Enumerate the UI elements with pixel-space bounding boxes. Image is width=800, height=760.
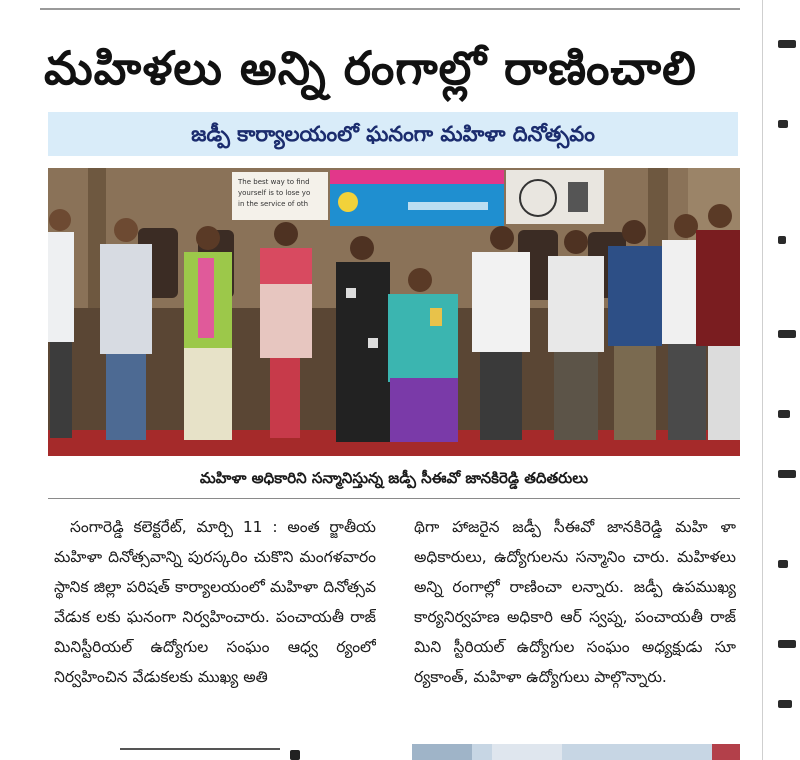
banner-text-3: in the service of oth: [238, 200, 309, 208]
body-column-right: [414, 512, 736, 732]
body-text-left: సంగారెడ్డి కలెక్టరేట్‌, మార్చి 11 : అంత ర్జాతీయ మహిళా దినోత్సవాన్ని పురస్కరిం చుకొని మంగళవారం స్థానిక జిల్లా పరిషత్‌ కార్యాలయంలో మహిళా దినోత్సవ వేడుక లకు ఘనంగా నిర్వహించారు. పంచాయతీ రాజ్‌ మినిస్టీరియల్‌ ఉద్యోగుల సంఘం ఆధ్వ ర్యంలో నిర్వహించిన వేడుకలకు ముఖ్య అతి: [54, 518, 376, 686]
photo-caption: మహిళా అధికారిని సన్మానిస్తున్న జడ్పీ సీఈవో జానకిరెడ్డి తదితరులు: [199, 469, 589, 487]
body-text-right: థిగా హాజరైన జడ్పీ సీఈవో జానకిరెడ్డి మహి ళా అధికారులు, ఉద్యోగులను సన్మానిం చారు. మహిళలు అన్ని రంగాల్లో రాణించా లన్నారు. జడ్పీ ఉపముఖ్య కార్యనిర్వహణ అధికారి ఆర్‌ స్వప్న, పంచాయతీ రాజ్‌ మిని స్టీరియల్‌ ఉద్యోగుల సంఘం అధ్యక్షుడు సూ ర్యకాంత్‌, మహిళా ఉద్యోగులు పాల్గొన్నారు.: [414, 518, 736, 686]
subheadline: జడ్పీ కార్యాలయంలో ఘనంగా మహిళా దినోత్సవం: [191, 122, 595, 146]
headline: మహిళలు అన్ని రంగాల్లో రాణించాలి: [44, 41, 697, 95]
caption-rule: [48, 498, 740, 499]
banner-text-2: yourself is to lose yo: [238, 189, 311, 197]
adjacent-column-fragment: [770, 0, 800, 760]
subheadline-box: [48, 112, 738, 156]
body-column-left: [54, 512, 376, 732]
banner-text-1: The best way to find: [238, 178, 310, 186]
next-article-fragment: [120, 742, 320, 760]
column-divider: [762, 0, 763, 760]
top-rule: [40, 8, 740, 10]
next-photo-fragment: [412, 744, 740, 760]
news-photo: [48, 168, 740, 456]
